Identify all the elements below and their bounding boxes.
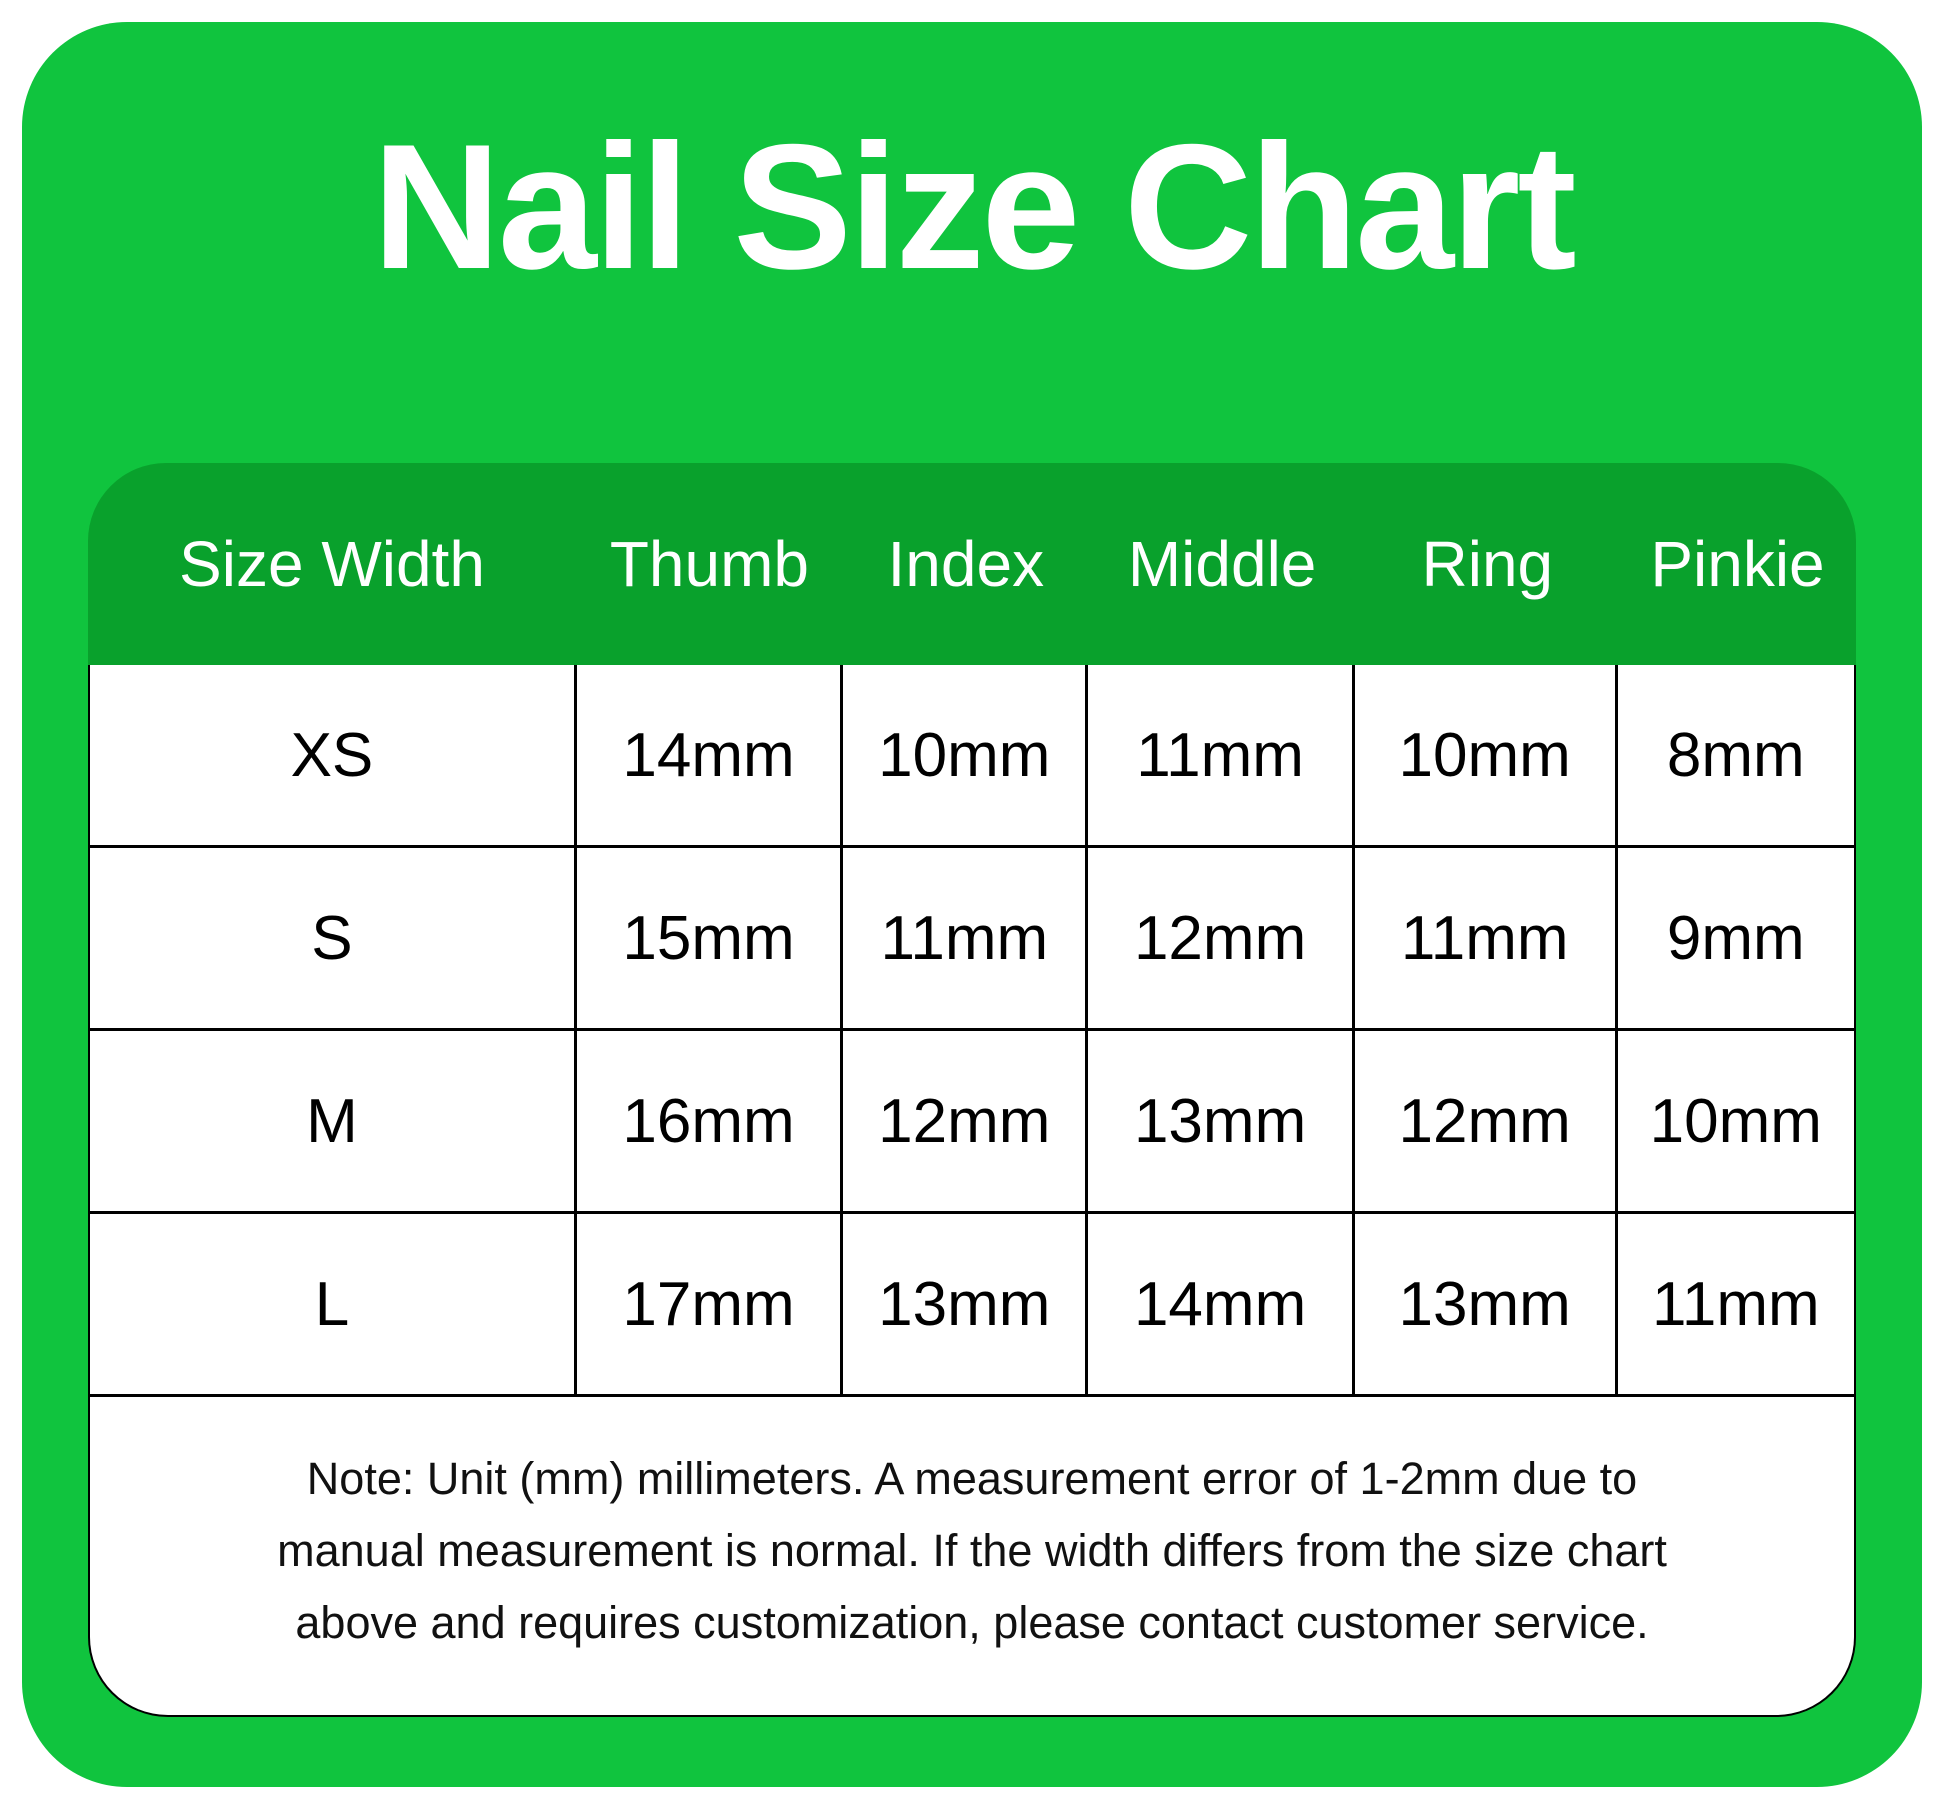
table-row-xs [90, 665, 1854, 848]
header-index: Index [887, 528, 1045, 600]
cell-s-ring: 11mm [1355, 848, 1618, 1028]
header-pinkie: Pinkie [1650, 528, 1825, 600]
size-label-m: M [90, 1031, 577, 1211]
note-line-1: Note: Unit (mm) millimeters. A measurement error of 1-2mm due to [306, 1453, 1638, 1504]
cell-l-pinkie: 11mm [1651, 1269, 1820, 1339]
page-title: Nail Size Chart [372, 107, 1574, 306]
cell-m-middle: 13mm [1088, 1031, 1354, 1211]
cell-xs-index: 10mm [843, 665, 1088, 845]
header-thumb: Thumb [609, 528, 810, 600]
cell-s-index: 11mm [843, 848, 1088, 1028]
table-row-m [90, 1031, 1854, 1214]
cell-l-ring: 13mm [1355, 1214, 1618, 1394]
cell-s-thumb: 15mm [577, 848, 843, 1028]
cell-m-ring: 12mm [1355, 1031, 1618, 1211]
cell-xs-pinkie: 8mm [1666, 720, 1805, 790]
table-header-row [88, 463, 1856, 665]
table-body [88, 665, 1856, 1717]
cell-l-thumb: 17mm [577, 1214, 843, 1394]
size-chart-card [88, 463, 1856, 1717]
measurement-note [90, 1397, 1854, 1715]
table-row-s [90, 848, 1854, 1031]
cell-l-middle: 14mm [1088, 1214, 1354, 1394]
cell-m-thumb: 16mm [577, 1031, 843, 1211]
header-ring: Ring [1421, 528, 1554, 600]
header-middle: Middle [1127, 528, 1317, 600]
size-label-s: S [90, 848, 577, 1028]
note-line-3: above and requires customization, please contact customer service. [295, 1597, 1649, 1648]
note-line-2: manual measurement is normal. If the width differs from the size chart [277, 1525, 1667, 1576]
cell-s-pinkie: 9mm [1666, 903, 1805, 973]
cell-xs-ring: 10mm [1355, 665, 1618, 845]
cell-m-index: 12mm [843, 1031, 1088, 1211]
cell-l-index: 13mm [843, 1214, 1088, 1394]
cell-m-pinkie: 10mm [1649, 1086, 1822, 1156]
cell-xs-thumb: 14mm [577, 665, 843, 845]
size-label-l: L [90, 1214, 577, 1394]
cell-xs-middle: 11mm [1088, 665, 1354, 845]
table-row-l [90, 1214, 1854, 1397]
size-label-xs: XS [90, 665, 577, 845]
header-size-width: Size Width [179, 528, 485, 600]
cell-s-middle: 12mm [1088, 848, 1354, 1028]
